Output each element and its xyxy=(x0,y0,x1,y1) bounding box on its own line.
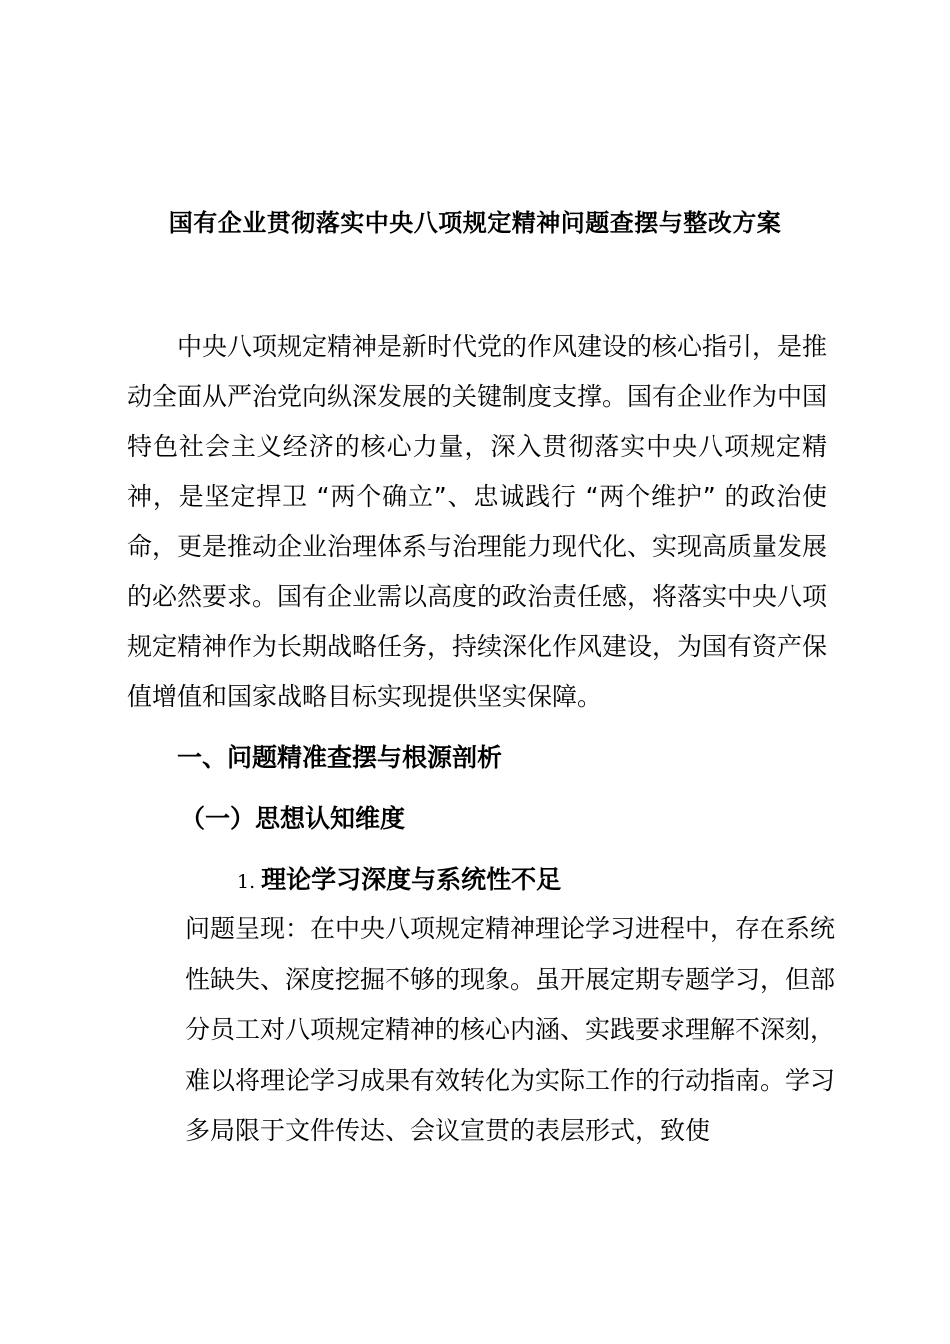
item-heading-text: 理论学习深度与系统性不足 xyxy=(261,865,562,894)
item-number: 1. xyxy=(237,871,256,893)
intro-paragraph: 中央八项规定精神是新时代党的作风建设的核心指引，是推动全面从严治党向纵深发展的关键制度支撑。国有企业作为中国特色社会主义经济的核心力量，深入贯彻落实中央八项规定精神，是坚定捍卫 “两个确立”、忠诚践行 “两个维护” 的政治使命，更是推动企业治理体系与治理能力现代化、实现高质量发展的必然要求。国有企业需以高度的政治责任感，将落实中央八项规定精神作为长期战略任务，持续深化作风建设，为国有资产保值增值和国家战略目标实现提供坚实保障。 xyxy=(127,332,828,711)
section-heading-1: 一、问题精准查摆与根源剖析 xyxy=(177,743,503,772)
item-body-paragraph: 问题呈现：在中央八项规定精神理论学习进程中，存在系统性缺失、深度挖掘不够的现象。虽开展定期专题学习，但部分员工对八项规定精神的核心内涵、实践要求理解不深刻，难以将理论学习成果有效转化为实际工作的行动指南。学习多局限于文件传达、会议宣贯的表层形式，致使 xyxy=(185,914,836,1145)
document-title: 国有企业贯彻落实中央八项规定精神问题查摆与整改方案 xyxy=(168,209,782,237)
subsection-heading-1: （一）思想认知维度 xyxy=(180,804,406,833)
item-heading-1 xyxy=(237,858,561,905)
